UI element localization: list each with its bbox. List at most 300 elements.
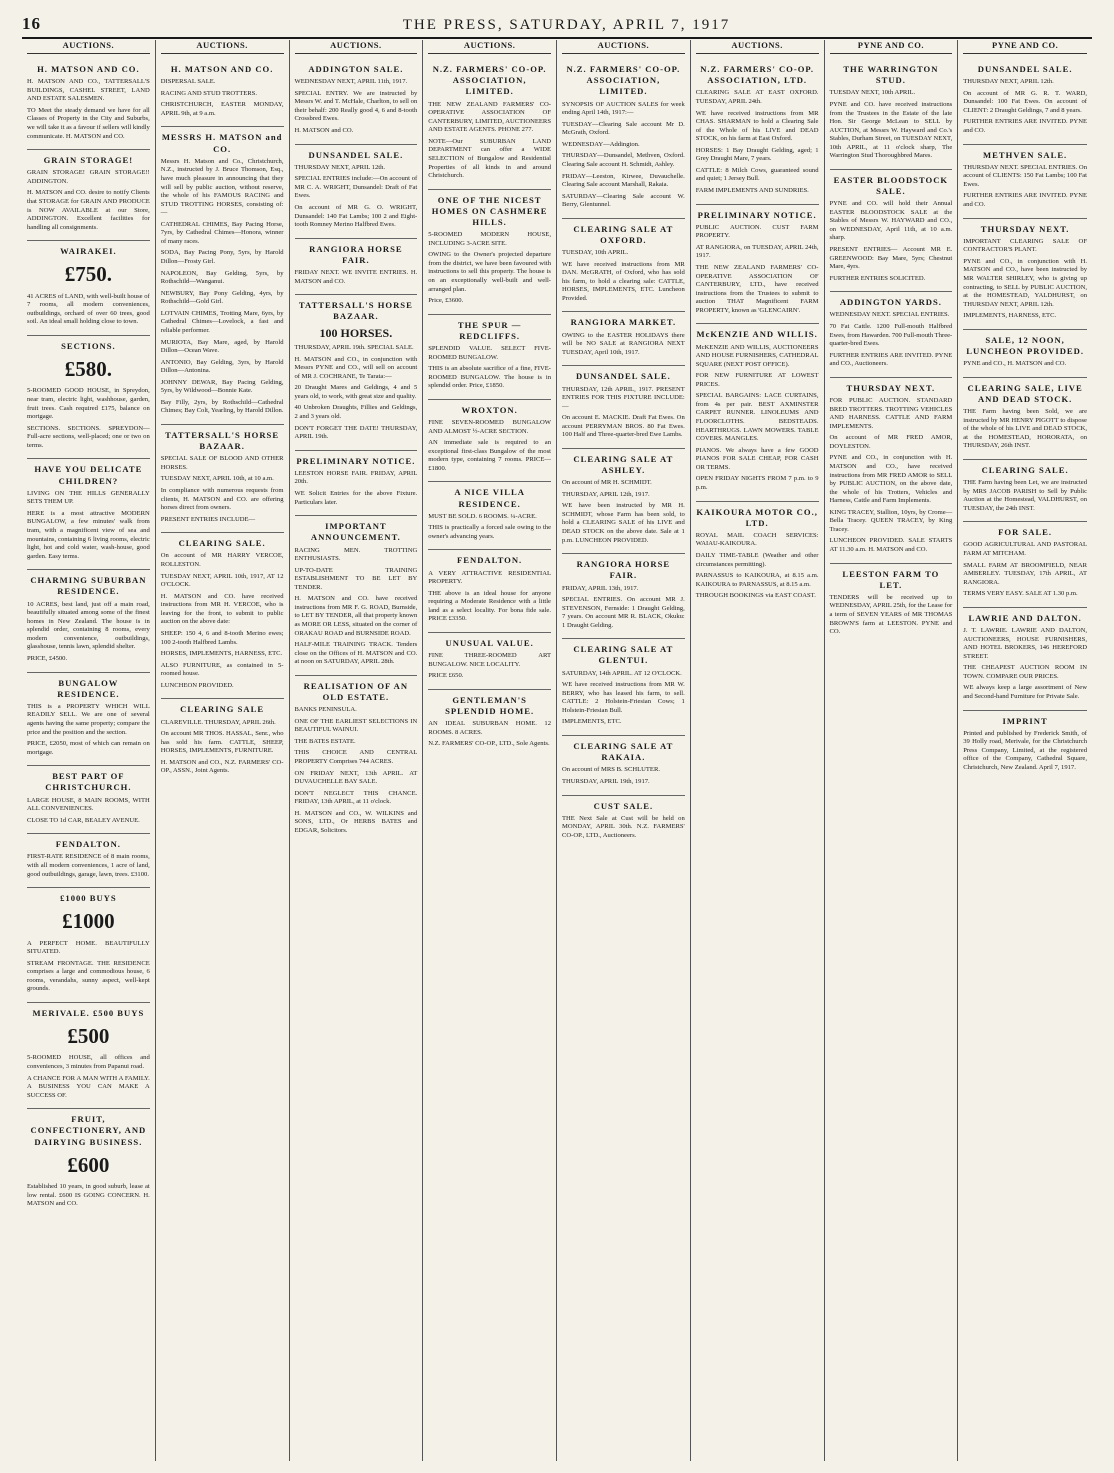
- ad-paragraph: J. T. LAWRIE. LAWRIE AND DALTON, AUCTIONEERS, HOUSE FURNISHERS, AND HOTEL BROKERS, 146 HEREFORD STREET.: [963, 627, 1087, 660]
- ad-paragraph: SMALL FARM AT BROOMFIELD, NEAR AMBERLEY. TUESDAY, 17th APRIL, AT RANGIORA.: [963, 561, 1087, 586]
- ad-paragraph: CLEARING SALE AT EAST OXFORD. TUESDAY, APRIL 24th.: [695, 89, 819, 105]
- ad-paragraph: BANKS PENINSULA.: [294, 706, 357, 714]
- ad-paragraph: DAILY TIME-TABLE (Weather and other circumstances permitting).: [695, 552, 819, 568]
- ad-title: McKENZIE AND WILLIS.: [696, 329, 818, 340]
- ad-title: CLEARING SALE, LIVE AND DEAD STOCK.: [967, 382, 1083, 404]
- ad-title: DUNSANDEL SALE.: [308, 149, 404, 160]
- ad-title: £1000 BUYS: [60, 893, 117, 904]
- ad-title: EASTER BLOODSTOCK SALE.: [833, 174, 949, 197]
- column-6: [691, 40, 825, 1461]
- advertisement: [27, 1109, 150, 1217]
- ad-title: ONE OF THE NICEST HOMES ON CASHMERE HILLS.: [431, 194, 548, 227]
- ad-paragraph: Established 10 years, in good suburb, lease at low rental. £600 IS GOING CONCERN. H. MATSON and CO.: [27, 1183, 150, 1208]
- ad-title: HAVE YOU DELICATE CHILDREN?: [34, 464, 143, 486]
- advertisement: [963, 378, 1087, 460]
- ad-paragraph: AT RANGIORA, on TUESDAY, APRIL 24th, 1917.: [695, 243, 819, 260]
- ad-paragraph: THURSDAY NEXT. SPECIAL ENTRIES. On account of CLIENTS: 150 Fat Lambs; 100 Fat Ewes.: [963, 163, 1087, 188]
- ad-paragraph: Printed and published by Frederick Smith, of 39 Holly road, Merivale, for the Christchurch Press Company, Limited, at the registered office of the Company, Cathedral Square, Christchurch, New Zealand. April 7, 1917.: [963, 729, 1087, 771]
- advertisement: [562, 59, 685, 219]
- ad-paragraph: 5-ROOMED HOUSE, all offices and conveniences, 3 minutes from Papanui road.: [27, 1054, 150, 1070]
- advertisement: [963, 145, 1087, 219]
- ad-title: WROXTON.: [461, 404, 518, 415]
- ad-title: DUNSANDEL SALE.: [977, 64, 1073, 75]
- ad-title: SECTIONS.: [61, 340, 116, 351]
- ad-paragraph: PUBLIC AUCTION. CUST FARM PROPERTY.: [695, 223, 819, 240]
- ad-paragraph: H. MATSON and CO., in conjunction with Messrs PYNE and CO., will sell on account of MR J. COCHRANE, Te Tarata:—: [294, 355, 418, 380]
- ad-paragraph: 10 ACRES, best land, just off a main road, beautifully situated among some of the finest homes in New Zealand. The house is in splendid order, containing 8 rooms, every modern convenience, outbuildings, glasshouse, tennis lawn, splendid shelter.: [27, 600, 150, 651]
- ad-paragraph: THIS is practically a forced sale owing to the owner's advancing years.: [428, 524, 551, 540]
- advertisement: [562, 449, 685, 554]
- ad-paragraph: WEDNESDAY NEXT. SPECIAL ENTRIES.: [829, 311, 950, 319]
- ad-paragraph: FOR NEW FURNITURE AT LOWEST PRICES.: [695, 372, 819, 388]
- ad-paragraph: THIS is a PROPERTY WHICH WILL READILY SELL. We are one of several agents having the same property; compare the price and the position and the section.: [27, 702, 150, 736]
- advertisement: [27, 459, 150, 570]
- advertisement: [27, 673, 150, 767]
- ad-paragraph: MUST BE SOLD. 6 ROOMS. ¼-ACRE.: [428, 512, 537, 520]
- ad-title: N.Z. FARMERS' CO-OP. ASSOCIATION, LIMITED.: [432, 64, 547, 97]
- advertisement: [27, 888, 150, 1003]
- ad-paragraph: HALF-MILE TRAINING TRACK. Tenders close on the Offices of H. MATSON and CO. at noon on SATURDAY, APRIL 28th.: [294, 641, 418, 666]
- advertisement: [295, 59, 418, 145]
- ad-paragraph: ANTONIO, Bay Gelding, 3yrs, by Harold Dillon—Antonina.: [160, 358, 284, 375]
- ad-title: GRAIN STORAGE!: [43, 155, 134, 166]
- ad-paragraph: THE Next Sale at Cust will be held on MONDAY, APRIL 30th. N.Z. FARMERS' CO-OP., LTD., Auctioneers.: [562, 814, 685, 839]
- ad-paragraph: SPLENDID VALUE. SELECT FIVE-ROOMED BUNGALOW.: [428, 344, 551, 361]
- ad-title: THE SPUR — REDCLIFFS.: [457, 319, 522, 341]
- column-heading: PYNE AND CO.: [830, 40, 953, 54]
- column-8: [958, 40, 1092, 1461]
- advertisement: [562, 736, 685, 795]
- ad-paragraph: STREAM FRONTAGE. THE RESIDENCE comprises a large and commodious house, 6 rooms, verandahs, sunny aspect, well-kept grounds.: [27, 959, 150, 993]
- ad-paragraph: WEDNESDAY—Addington.: [562, 140, 640, 148]
- ad-paragraph: FURTHER ENTRIES ARE INVITED. PYNE and CO.: [963, 118, 1087, 135]
- ad-paragraph: H. MATSON and CO., N.Z. FARMERS' CO-OP., ASSN., Joint Agents.: [160, 758, 284, 775]
- column-4: [423, 40, 557, 1461]
- ad-paragraph: PRESENT ENTRIES— Account MR E. GREENWOOD: Bay Mare, 5yrs; Chestnut Mare, 4yrs.: [829, 246, 953, 271]
- ad-title: MERIVALE. £500 BUYS: [32, 1007, 145, 1018]
- ad-title: CUST SALE.: [593, 800, 654, 811]
- ad-paragraph: KING TRACEY, Stallion, 10yrs, by Crome—Bella Tracey. QUEEN TRACEY, by King Tracey.: [829, 508, 953, 533]
- column-heading: AUCTIONS.: [27, 40, 150, 54]
- ad-title: N.Z. FARMERS' CO-OP. ASSOCIATION, LIMITED.: [566, 64, 681, 97]
- ad-paragraph: FRIDAY—Leeston, Kirwee, Duvauchelle. Clearing Sale account Marshall, Rakaia.: [562, 172, 685, 189]
- ad-paragraph: Messrs H. Matson and Co., Christchurch, N.Z., instructed by J. Bruce Thomson, Esq., have much pleasure in announcing that they will sell by public auction, without reserve, the whole of his FAMOUS RACING and STUD TROTTING HORSES, consisting of:—: [160, 157, 284, 217]
- ad-title: CLEARING SALE AT OXFORD.: [573, 223, 674, 245]
- advertisement: [161, 425, 284, 533]
- ad-paragraph: TUESDAY NEXT, APRIL 10th, 1917, AT 12 O'CLOCK.: [160, 572, 284, 589]
- ad-title: FENDALTON.: [55, 839, 121, 850]
- advertisement: [428, 400, 551, 483]
- ad-paragraph: THE Farm having been Let, we are instructed by MRS JACOB PARISH to Sell by Public Auction at the Homestead, VALDHURST, on TUESDAY, the 24th INST.: [963, 479, 1087, 512]
- ad-paragraph: NEWBURY, Bay Pony Gelding, 4yrs, by Rothschild—Gold Girl.: [160, 289, 284, 306]
- ad-paragraph: WE Solicit Entries for the above Fixture. Particulars later.: [294, 490, 418, 506]
- ad-paragraph: 5-ROOMED MODERN HOUSE, INCLUDING 3-ACRE SITE.: [428, 231, 551, 247]
- ad-paragraph: OWING to the EASTER HOLIDAYS there will be NO SALE at RANGIORA NEXT TUESDAY, April 10th, 1917.: [562, 331, 685, 356]
- ad-title: THURSDAY NEXT.: [846, 382, 936, 393]
- advertisement: [562, 796, 685, 849]
- ad-paragraph: On account of MR G. O. WRIGHT, Dunsandel: 140 Fat Lambs; 100 2 and Eight-tooth Romney Merino Halfbred Ewes.: [294, 204, 418, 229]
- ad-paragraph: TENDERS will be received up to WEDNESDAY, APRIL 25th, for the Lease for a term of SEVEN YEARS of MR THOMAS BROWN'S farm at LEESTON. PYNE and CO.: [829, 593, 953, 636]
- ad-paragraph: 5-ROOMED GOOD HOUSE, in Spreydon, near tram, electric light, washhouse, garden, fruit trees. Cash required £175, balance on mortgage.: [27, 387, 150, 421]
- ad-title: N.Z. FARMERS' CO-OP. ASSOCIATION, LTD.: [700, 64, 815, 86]
- ad-paragraph: THURSDAY, APRIL 12th, 1917.: [562, 490, 650, 498]
- ad-title: CHARMING SUBURBAN RESIDENCE.: [30, 575, 147, 597]
- advertisement: [428, 190, 551, 315]
- ad-paragraph: A PERFECT HOME. BEAUTIFULLY SITUATED.: [27, 939, 150, 956]
- ad-paragraph: On account of MR G. R. T. WARD, Dunsandel: 100 Fat Ewes. On account of CLIENT: 2 Draught Geldings, 7 and 8 years.: [963, 89, 1087, 114]
- ad-paragraph: On account E. MACKIE. Draft Fat Ewes. On account PERRYMAN BROS. 80 Fat Ewes. 100 Half and Three-quarter-bred Ewe Lambs.: [562, 414, 685, 439]
- ad-paragraph: DON'T NEGLECT THIS CHANCE. FRIDAY, 13th APRIL, at 11 o'clock.: [294, 789, 418, 806]
- ad-paragraph: 20 Draught Mares and Geldings, 4 and 5 years old, to work, with great size and quality.: [294, 384, 418, 400]
- ad-paragraph: AN immediate sale is required to an exceptional first-class Bungalow of the most modern type, containing 7 rooms. PRICE—£1800.: [428, 439, 551, 472]
- column-heading: PYNE AND CO.: [963, 40, 1087, 54]
- ad-title: LAWRIE AND DALTON.: [968, 612, 1082, 623]
- ad-paragraph: 40 Unbroken Draughts, Fillies and Geldings, 2 and 3 years old.: [294, 404, 418, 421]
- ad-paragraph: PRICE £650.: [428, 672, 464, 680]
- ad-title: THE WARRINGTON STUD.: [843, 64, 939, 86]
- ad-paragraph: JOHNNY DEWAR, Bay Pacing Gelding, 5yrs, by Wildwood—Bonnie Kate.: [160, 378, 284, 395]
- ad-paragraph: On account MR THOS. HASSAL, Senr., who has sold his farm. CATTLE, SHEEP, HORSES, IMPLEMENTS, FURNITURE.: [160, 730, 284, 755]
- advertisement: [830, 292, 953, 378]
- advertisement: [428, 482, 551, 550]
- ad-paragraph: SPECIAL ENTRY. We are instructed by Messrs W. and T. McHale, Charlton, to sell on their behalf: 200 Really good 4, 6 and 8-tooth Crossbred Ewes.: [294, 89, 418, 123]
- ad-title: UNUSUAL VALUE.: [445, 637, 534, 648]
- column-heading: AUCTIONS.: [562, 40, 685, 54]
- page-number: 16: [22, 14, 41, 33]
- ad-title: CLEARING SALE AT GLENTUI.: [573, 644, 674, 666]
- advertisement: [963, 219, 1087, 330]
- ad-title: WAIRAKEI.: [60, 246, 117, 257]
- ad-paragraph: SPECIAL ENTRIES include:—On account of MR C. A. WRIGHT, Dunsandel: Draft of Fat Ewes.: [294, 175, 418, 200]
- ad-price: £600: [67, 1152, 110, 1177]
- columns: [22, 40, 1092, 1461]
- ad-title: RANGIORA MARKET.: [570, 317, 677, 328]
- ad-paragraph: On account of MR HARRY VERCOE, ROLLESTON.: [160, 552, 284, 569]
- advertisement: [963, 330, 1087, 378]
- ad-paragraph: 41 ACRES of LAND, with well-built house of 7 rooms, all modern conveniences, outbuildings, orchard of over 60 trees, good soil. An ideal small holding close to town.: [27, 292, 150, 326]
- advertisement: [295, 239, 418, 295]
- ad-paragraph: On account of MR FRED AMOR, DOYLESTON.: [829, 434, 953, 450]
- ad-paragraph: N.Z. FARMERS' CO-OP., LTD., Sole Agents.: [428, 740, 550, 748]
- ad-paragraph: H. MATSON AND CO., TATTERSALL'S BUILDINGS, CASHEL STREET, LAND AND ESTATE SALESMEN.: [27, 78, 150, 103]
- ad-paragraph: On account of MR H. SCHMIDT.: [562, 479, 652, 487]
- ad-paragraph: CATHEDRAL CHIMES, Bay Pacing Horse, 7yrs, by Cathedral Chimes—Honora, winner of many races.: [160, 220, 284, 245]
- ad-paragraph: PYNE and CO., in conjunction with H. MATSON and CO., have received instructions from MR FRED AMOR to SELL by PUBLIC AUCTION, on the above date, the whole of his Trotters, Vehicles and Harness, Cattle and Farm Implements.: [829, 454, 953, 505]
- advertisement: [562, 366, 685, 449]
- ad-paragraph: RACING MEN. TROTTING ENTHUSIASTS.: [294, 546, 418, 563]
- ad-title: PRELIMINARY NOTICE.: [697, 209, 817, 220]
- ad-paragraph: TUESDAY, 10th APRIL.: [562, 249, 629, 257]
- ad-paragraph: H. MATSON and CO. have received instructions from MR H. VERCOE, who is leaving for the front, to submit to public auction on the above date:: [160, 592, 284, 626]
- ad-title: REALISATION OF AN OLD ESTATE.: [303, 680, 409, 702]
- ad-paragraph: THIS is an absolute sacrifice of a fine, FIVE-ROOMED BUNGALOW. The house is in splendid order. Price, £1850.: [428, 365, 551, 390]
- advertisement: [428, 633, 551, 690]
- ad-paragraph: UP-TO-DATE TRAINING ESTABLISHMENT TO BE LET BY TENDER.: [294, 566, 418, 591]
- ad-title: H. MATSON AND CO.: [170, 64, 274, 75]
- ad-paragraph: THURSDAY, APRIL 19th, 1917.: [562, 777, 650, 785]
- advertisement: [428, 550, 551, 633]
- advertisement: [295, 676, 418, 844]
- advertisement: [696, 324, 819, 501]
- ad-paragraph: FRIDAY NEXT. WE INVITE ENTRIES. H. MATSON and CO.: [294, 269, 418, 285]
- advertisement: [562, 554, 685, 639]
- column-7: [825, 40, 959, 1461]
- ad-title: IMPORTANT ANNOUNCEMENT.: [310, 521, 401, 543]
- ad-paragraph: THURSDAY NEXT, APRIL 12th.: [294, 163, 386, 171]
- ad-paragraph: LEESTON HORSE FAIR. FRIDAY, APRIL 20th.: [294, 469, 418, 486]
- ad-paragraph: SPECIAL ENTRIES. On account MR J. STEVENSON, Fernside: 1 Draught Gelding, 7 years. On account MR R. BLACK, Okuku: 1 Draught Gelding.: [562, 596, 685, 629]
- advertisement: [295, 295, 418, 451]
- ad-paragraph: AN IDEAL SUBURBAN HOME. 12 ROOMS. 8 ACRES.: [428, 720, 551, 736]
- ad-paragraph: RACING AND STUD TROTTERS.: [160, 89, 257, 97]
- advertisement: [696, 205, 819, 325]
- ad-title: BUNGALOW RESIDENCE.: [57, 677, 120, 699]
- column-5: [557, 40, 691, 1461]
- ad-paragraph: A CHANCE FOR A MAN WITH A FAMILY. A BUSINESS YOU CAN MAKE A SUCCESS OF.: [27, 1074, 150, 1099]
- ad-paragraph: FIRST-RATE RESIDENCE of 8 main rooms, with all modern conveniences, 1 acre of land, good outbuildings, garage, lawn, trees. £3100.: [27, 853, 150, 878]
- advertisement: [27, 59, 150, 150]
- ad-paragraph: SPECIAL BARGAINS: LACE CURTAINS, from 4s per pair. BEST AXMINSTER CARPET RUNNER. LINOLEUMS AND FLOORCLOTHS. BEDSTEADS. HEARTHRUGS. LAWN MOWERS. TABLE COVERS. MANGLES.: [695, 392, 819, 443]
- advertisement: [830, 170, 953, 292]
- advertisement: [161, 127, 284, 425]
- ad-highlight: 100 HORSES.: [319, 325, 393, 340]
- column-2: [156, 40, 290, 1461]
- ad-paragraph: FURTHER ENTRIES ARE INVITED. PYNE and CO.: [963, 192, 1087, 209]
- advertisement: [161, 59, 284, 127]
- ad-paragraph: THURSDAY, 12th APRIL, 1917. PRESENT ENTRIES FOR THIS FIXTURE INCLUDE:—: [562, 385, 685, 410]
- ad-paragraph: TUESDAY NEXT, APRIL 10th, at 10 a.m.: [160, 475, 274, 483]
- ad-paragraph: WE have received instructions from MR DAN. McGRATH, of Oxford, who has sold his farm, to hold a clearing sale: CATTLE, HORSES, IMPLEMENTS, ETC. Luncheon Provided.: [562, 260, 685, 302]
- ad-title: CLEARING SALE: [180, 704, 265, 715]
- advertisement: [295, 145, 418, 239]
- advertisement: [27, 1003, 150, 1109]
- advertisement: [161, 533, 284, 699]
- advertisement: [428, 315, 551, 400]
- advertisement: [27, 150, 150, 241]
- ad-paragraph: PYNE and CO. will hold their Annual EASTER BLOODSTOCK SALE at the Stables of Messrs W. HAYWARD and CO., on WEDNESDAY, April 11th, at 10 a.m. sharp.: [829, 200, 953, 242]
- advertisement: [295, 516, 418, 676]
- ad-title: H. MATSON AND CO.: [37, 64, 140, 75]
- ad-paragraph: PYNE and CO., H. MATSON and CO.: [963, 360, 1067, 368]
- ad-paragraph: A VERY ATTRACTIVE RESIDENTIAL PROPERTY.: [428, 569, 551, 586]
- ad-paragraph: FINE THREE-ROOMED ART BUNGALOW. NICE LOCALITY.: [428, 652, 551, 668]
- ad-paragraph: LUNCHEON PROVIDED.: [160, 681, 234, 689]
- ad-paragraph: PARNASSUS to KAIKOURA, at 8.15 a.m. KAIKOURA to PARNASSUS, at 8.15 a.m.: [695, 572, 819, 588]
- masthead-title: THE PRESS, SATURDAY, APRIL 7, 1917: [402, 17, 731, 33]
- column-heading: AUCTIONS.: [428, 40, 551, 54]
- ad-title: BEST PART OF CHRISTCHURCH.: [45, 771, 132, 793]
- ad-title: CLEARING SALE AT ASHLEY.: [573, 453, 674, 476]
- ad-paragraph: DON'T FORGET THE DATE! THURSDAY, APRIL 19th.: [294, 424, 418, 441]
- ad-title: FRUIT, CONFECTIONERY, AND DAIRYING BUSINESS.: [30, 1114, 147, 1147]
- ad-paragraph: CHRISTCHURCH, EASTER MONDAY, APRIL 9th, at 9 a.m.: [160, 101, 284, 117]
- masthead: [22, 8, 1092, 39]
- ad-paragraph: TUESDAY NEXT, 10th APRIL.: [829, 89, 916, 97]
- ad-title: ADDINGTON SALE.: [308, 64, 404, 75]
- ad-paragraph: NOTE—Our SUBURBAN LAND DEPARTMENT can offer a WIDE SELECTION of Bungalow and Residential Properties of all kinds in and around Christchurch.: [428, 137, 551, 180]
- ad-paragraph: H. MATSON and CO., W. WILKINS and SONS, LTD., Or HERBS BATES and EDGAR, Solicitors.: [294, 809, 418, 834]
- ad-paragraph: THE NEW ZEALAND FARMERS' CO-OPERATIVE ASSOCIATION OF CANTERBURY, LIMITED, AUCTIONEERS AND ESTATE AGENTS. PHONE 277.: [428, 100, 551, 134]
- advertisement: [830, 59, 953, 170]
- column-heading: AUCTIONS.: [295, 40, 418, 54]
- ad-price: £1000: [62, 909, 115, 934]
- ad-paragraph: In compliance with numerous requests from clients, H. MATSON and CO. are offering horses direct from owners.: [160, 487, 284, 512]
- ad-paragraph: OWING to the Owner's projected departure from the district, we have been favoured with instructions to sell this property. The house is on an exceptionally well-built and well-arranged plan.: [428, 251, 551, 293]
- ad-paragraph: PRESENT ENTRIES INCLUDE—: [160, 515, 256, 523]
- ad-paragraph: THE NEW ZEALAND FARMERS' CO-OPERATIVE ASSOCIATION OF CANTERBURY, LTD., have received instructions from the Trustees to submit to auction THAT Magnificent FARM PROPERTY, known as 'GLENCAIRN'.: [695, 264, 819, 314]
- ad-paragraph: MURIOTA, Bay Mare, aged, by Harold Dillon—Ocean Wave.: [160, 338, 284, 355]
- ad-title: IMPRINT: [1002, 715, 1048, 726]
- ad-paragraph: FURTHER ENTRIES ARE INVITED. PYNE and CO., Auctioneers.: [829, 351, 953, 368]
- advertisement: [27, 766, 150, 834]
- ad-paragraph: SPECIAL SALE OF BLOOD AND OTHER HORSES.: [160, 455, 284, 471]
- advertisement: [295, 451, 418, 516]
- advertisement: [562, 312, 685, 366]
- ad-paragraph: CATTLE: 8 Milch Cows, guaranteed sound and quiet; 1 Jersey Bull.: [695, 166, 819, 183]
- advertisement: [428, 690, 551, 757]
- ad-paragraph: PRICE, £4500.: [27, 654, 68, 662]
- ad-paragraph: SODA, Bay Pacing Pony, 5yrs, by Harold Dillon—Frosty Girl.: [160, 249, 284, 265]
- ad-paragraph: FURTHER ENTRIES SOLICITED.: [829, 274, 926, 282]
- ad-paragraph: 70 Fat Cattle. 1200 Full-mouth Halfbred Ewes, from Hawarden. 700 Full-mouth Three-quarter-bred Ewes.: [829, 323, 953, 348]
- ad-title: SALE, 12 NOON, LUNCHEON PROVIDED.: [966, 334, 1085, 356]
- ad-title: LEESTON FARM TO LET.: [842, 568, 940, 590]
- ad-paragraph: FARM IMPLEMENTS AND SUNDRIES.: [695, 187, 809, 195]
- ad-paragraph: SATURDAY—Clearing Sale account W. Berry, Glentunnel.: [562, 192, 685, 209]
- advertisement: [963, 59, 1087, 145]
- ad-paragraph: ONE OF THE EARLIEST SELECTIONS IN BEAUTIFUL WAINUI.: [294, 717, 418, 734]
- ad-price: £580.: [64, 357, 112, 382]
- ad-paragraph: THURSDAY—Dunsandel, Methven, Oxford. Clearing Sale account H. Schmidt, Ashley.: [562, 152, 685, 168]
- ad-paragraph: OPEN FRIDAY NIGHTS FROM 7 p.m. to 9 p.m.: [695, 475, 819, 491]
- ad-paragraph: On account of MRS B. SCHLUTER.: [562, 766, 660, 774]
- ad-paragraph: HERE is a most attractive MODERN BUNGALOW, a few minutes' walk from tram, with a magnificent view of sea and mountains, containing 6 living rooms, electric light, hot and cold water, wash-house, good garden. Easy terms.: [27, 509, 150, 560]
- ad-paragraph: FINE SEVEN-ROOMED BUNGALOW AND ALMOST ½-ACRE SECTION.: [428, 418, 551, 435]
- ad-paragraph: WE have received instructions from MR CHAS. SHARMAN to hold a Clearing Sale of the Whole of his LIVE and DEAD STOCK, on his farm at East Oxford.: [695, 109, 819, 143]
- advertisement: [696, 59, 819, 205]
- ad-paragraph: IMPORTANT CLEARING SALE OF CONTRACTOR'S PLANT.: [963, 237, 1087, 254]
- ad-paragraph: TO Meet the steady demand we have for all Classes of Property in the City and Suburbs, we will take it as a favour if sellers will kindly communicate. H. MATSON and CO.: [27, 106, 150, 140]
- ad-paragraph: DISPERSAL SALE.: [160, 78, 216, 86]
- ad-title: ADDINGTON YARDS.: [839, 297, 942, 308]
- ad-paragraph: WE always keep a large assortment of New and Second-hand Furniture for Private Sale.: [963, 684, 1087, 700]
- advertisement: [830, 564, 953, 645]
- ad-paragraph: Price, £3600.: [428, 297, 464, 305]
- ad-paragraph: PYNE and CO., in conjunction with H. MATSON and CO., have been instructed by MR WALTER SHIRLEY, who is giving up contracting, to SELL by PUBLIC AUCTION, at the HOMESTEAD, YALDHURST, on THURSDAY NEXT, APRIL 12th.: [963, 257, 1087, 308]
- ad-title: CLEARING SALE AT RAKAIA.: [573, 741, 674, 763]
- ad-paragraph: IMPLEMENTS, ETC.: [562, 718, 622, 726]
- ad-title: MESSRS H. MATSON and CO.: [161, 132, 283, 154]
- advertisement: [963, 608, 1087, 711]
- ad-paragraph: CLAREVILLE. THURSDAY, APRIL 26th.: [160, 718, 276, 726]
- advertisement: [562, 639, 685, 736]
- ad-paragraph: H. MATSON and CO.: [294, 127, 354, 135]
- ad-paragraph: FRIDAY, APRIL 13th, 1917.: [562, 584, 639, 592]
- ad-title: RANGIORA HORSE FAIR.: [576, 559, 671, 581]
- column-3: [290, 40, 424, 1461]
- advertisement: [830, 378, 953, 564]
- ad-paragraph: McKENZIE AND WILLIS, AUCTIONEERS AND HOUSE FURNISHERS, CATHEDRAL SQUARE (NEXT POST OFFICE).: [695, 343, 819, 368]
- ad-paragraph: HORSES: 1 Bay Draught Gelding, aged; 1 Grey Draught Mare, 7 years.: [695, 146, 819, 163]
- ad-paragraph: THIS CHOICE AND CENTRAL PROPERTY Comprises 744 ACRES.: [294, 749, 418, 765]
- ad-paragraph: H. MATSON and CO. desire to notify Clients that STORAGE for GRAIN AND PRODUCE is NOW AVAILABLE at our Store, ADDINGTON. Excellent facilities for handling all consignments.: [27, 189, 150, 231]
- ad-paragraph: THE BATES ESTATE.: [294, 737, 356, 745]
- ad-paragraph: PYNE and CO. have received instructions from the Trustees in the Estate of the late Hon. Sir George McLean to SELL by AUCTION, at Messrs W. Hayward and Co.'s Stables, Durham Street, on TUESDAY NEXT, 10th APRIL, at 11 o'clock sharp, The Warrington Stud Thoroughbred Mares.: [829, 100, 953, 160]
- ad-paragraph: THROUGH BOOKINGS via EAST COAST.: [695, 592, 816, 600]
- ad-title: GENTLEMAN'S SPLENDID HOME.: [445, 694, 535, 716]
- ad-paragraph: PIANOS. We always have a few GOOD PIANOS FOR SALE CHEAP, FOR CASH OR TERMS.: [695, 446, 819, 471]
- advertisement: [562, 219, 685, 313]
- ad-paragraph: THE Farm having been Sold, we are instructed by MR HENRY PIGOTT to dispose of the whole of his LIVE and DEAD STOCK, at the HOMESTEAD, HORORATA, on THURSDAY, 26th INST.: [963, 408, 1087, 450]
- ad-paragraph: SATURDAY, 14th APRIL. AT 12 O'CLOCK.: [562, 669, 682, 677]
- ad-title: TATTERSALL'S HORSE BAZAAR.: [165, 430, 280, 452]
- ad-paragraph: THE above is an ideal house for anyone requiring a Moderate Residence with a little land as a select locality. For bona fide sale. PRICE £3350.: [428, 589, 551, 623]
- ad-title: METHVEN SALE.: [983, 149, 1068, 160]
- ad-paragraph: LOTVAIN CHIMES, Trotting Mare, 6yrs, by Cathedral Chimes—Lovelock, a fast and reliable performer.: [160, 309, 284, 334]
- ad-paragraph: GRAIN STORAGE! GRAIN STORAGE!! ADDINGTON.: [27, 169, 150, 185]
- ad-price: £500: [67, 1024, 110, 1049]
- ad-paragraph: LIVING ON THE HILLS GENERALLY SETS THEM UP.: [27, 489, 150, 506]
- ad-title: CLEARING SALE.: [178, 538, 266, 549]
- ad-paragraph: WE have received instructions from MR W. BERRY, who has leased his farm, to sell. CATTLE: 2 Holstein-Friesian Cows; 1 Holstein-Friesian Bull.: [562, 681, 685, 714]
- advertisement: [27, 834, 150, 888]
- advertisement: [963, 460, 1087, 522]
- ad-price: £750.: [64, 262, 112, 287]
- advertisement: [27, 570, 150, 672]
- ad-paragraph: ALSO FURNITURE, as contained in 5-roomed house.: [160, 661, 284, 678]
- ad-paragraph: SHEEP: 150 4, 6 and 8-tooth Merino ewes; 100 2-tooth Halfbred Lambs.: [160, 629, 284, 646]
- advertisement: [963, 711, 1087, 781]
- ad-paragraph: THE CHEAPEST AUCTION ROOM IN TOWN. COMPARE OUR PRICES.: [963, 664, 1087, 680]
- ad-title: FENDALTON.: [457, 555, 523, 566]
- ad-paragraph: CLOSE TO 1d CAR, BEALEY AVENUE.: [27, 816, 140, 824]
- ad-paragraph: GOOD AGRICULTURAL AND PASTORAL FARM AT MITCHAM.: [963, 541, 1087, 558]
- ad-paragraph: ON FRIDAY NEXT, 13th APRIL. AT DUVAUCHELLE BAY SALE.: [294, 769, 418, 786]
- ad-title: PRELIMINARY NOTICE.: [296, 455, 416, 466]
- ad-paragraph: HORSES, IMPLEMENTS, HARNESS, ETC.: [160, 650, 283, 658]
- column-1: [22, 40, 156, 1461]
- ad-paragraph: FOR PUBLIC AUCTION. STANDARD BRED TROTTERS. TROTTING VEHICLES AND HARNESS. CATTLE AND FARM IMPLEMENTS.: [829, 397, 953, 430]
- ad-paragraph: Bay Filly, 2yrs, by Rothschild—Cathedral Chimes; Bay Colt, Yearling, by Harold Dillon.: [160, 398, 284, 415]
- ad-title: KAIKOURA MOTOR CO., LTD.: [696, 506, 818, 528]
- ad-paragraph: THURSDAY, APRIL 19th. SPECIAL SALE.: [294, 344, 414, 352]
- ad-paragraph: TUESDAY—Clearing Sale account Mr D. McGrath, Oxford.: [562, 120, 685, 137]
- ad-paragraph: ROYAL MAIL COACH SERVICES: WAIAU-KAIKOURA.: [695, 531, 819, 548]
- ad-paragraph: SECTIONS. SECTIONS. SPREYDON—Full-acre sections, well-placed; one or two on terms.: [27, 424, 150, 449]
- ad-paragraph: WEDNESDAY NEXT, APRIL 11th, 1917.: [294, 78, 408, 86]
- ad-title: DUNSANDEL SALE.: [575, 371, 671, 382]
- ad-paragraph: IMPLEMENTS, HARNESS, ETC.: [963, 312, 1057, 320]
- advertisement: [696, 502, 819, 609]
- ad-title: RANGIORA HORSE FAIR.: [309, 243, 403, 265]
- ad-paragraph: H. MATSON and CO. have received instructions from MR F. G. ROAD, Burnside, to LET BY TENDER, all that property known as MORE OR LESS, situated on the corner of ORAKAU ROAD and BURNSIDE ROAD.: [294, 595, 418, 637]
- advertisement: [963, 522, 1087, 608]
- column-heading: AUCTIONS.: [161, 40, 284, 54]
- ad-title: FOR SALE.: [998, 527, 1053, 538]
- ad-paragraph: PRICE, £2050, most of which can remain on mortgage.: [27, 740, 150, 756]
- advertisement: [27, 241, 150, 336]
- ad-paragraph: THURSDAY NEXT, APRIL 12th.: [963, 78, 1054, 86]
- ad-paragraph: LARGE HOUSE, 8 MAIN ROOMS, WITH ALL CONVENIENCES.: [27, 796, 150, 813]
- advertisement: [161, 699, 284, 784]
- ad-title: A NICE VILLA RESIDENCE.: [454, 487, 525, 509]
- ad-title: THURSDAY NEXT.: [980, 223, 1070, 234]
- ad-paragraph: LUNCHEON PROVIDED. SALE STARTS AT 11.30 a.m. H. MATSON and CO.: [829, 537, 953, 554]
- column-heading: AUCTIONS.: [696, 40, 819, 54]
- ad-paragraph: NAPOLEON, Bay Gelding, 5yrs, by Rothschild—Wanganui.: [160, 269, 284, 286]
- advertisement: [27, 336, 150, 459]
- ad-paragraph: TERMS VERY EASY. SALE AT 1.30 p.m.: [963, 590, 1078, 598]
